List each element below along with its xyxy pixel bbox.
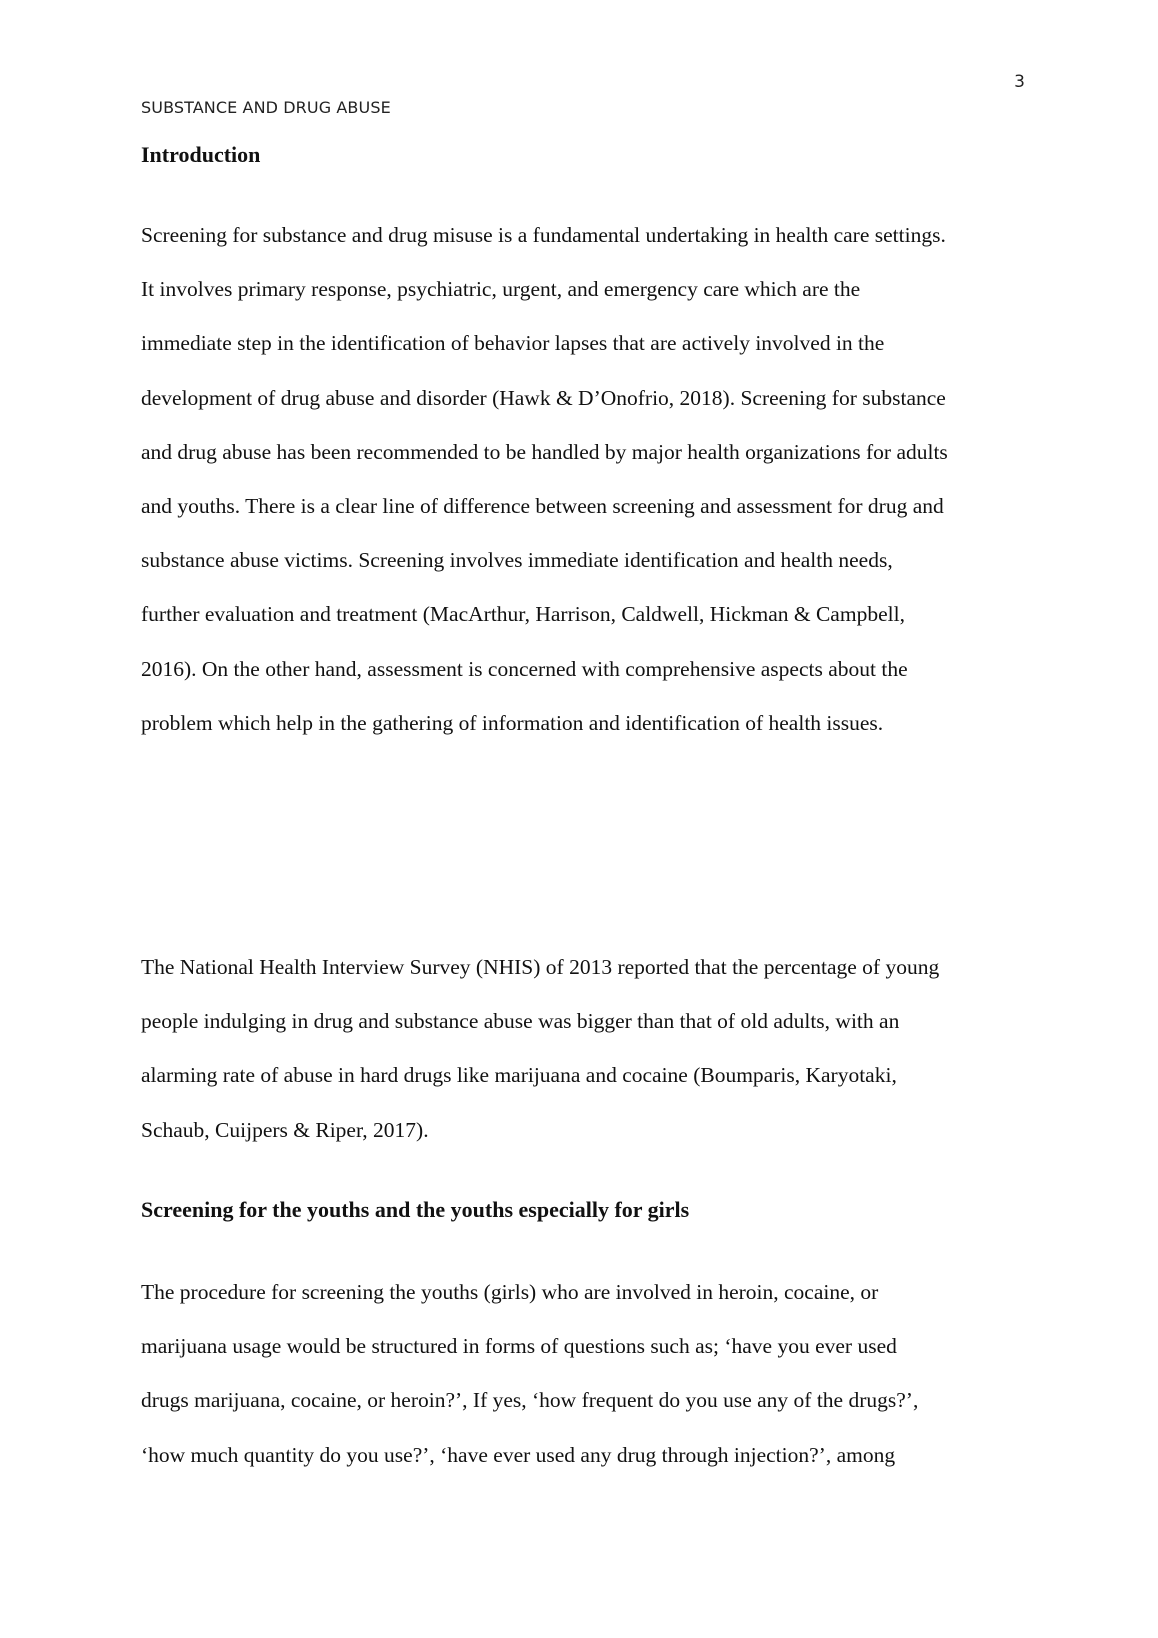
running-head: SUBSTANCE AND DRUG ABUSE: [141, 98, 391, 117]
paragraph-line: substance abuse victims. Screening involves immediate identification and health needs,: [141, 548, 893, 573]
paragraph-line: further evaluation and treatment (MacArthur, Harrison, Caldwell, Hickman & Campbell,: [141, 602, 905, 627]
screening-paragraph: [141, 1265, 1026, 1482]
paragraph-line: The procedure for screening the youths (girls) who are involved in heroin, cocaine, or: [141, 1280, 879, 1304]
paragraph-line: ‘how much quantity do you use?’, ‘have ever used any drug through injection?’, among: [141, 1442, 896, 1467]
paragraph-line: Schaub, Cuijpers & Riper, 2017).: [141, 1117, 429, 1142]
page-number: 3: [1014, 72, 1025, 92]
intro-paragraph: [141, 208, 1026, 750]
paragraph-line: 2016). On the other hand, assessment is concerned with comprehensive aspects about the: [141, 656, 908, 681]
paragraph-line: and youths. There is a clear line of difference between screening and assessment for drug and: [141, 494, 944, 519]
paragraph-line: It involves primary response, psychiatric, urgent, and emergency care which are the: [141, 277, 861, 302]
paragraph-line: drugs marijuana, cocaine, or heroin?’, If yes, ‘how frequent do you use any of the drugs?’,: [141, 1388, 919, 1413]
section-heading-screening-youths: Screening for the youths and the youths especially for girls: [141, 1197, 690, 1222]
paragraph-line: The National Health Interview Survey (NHIS) of 2013 reported that the percentage of young: [141, 955, 940, 979]
paragraph-line: development of drug abuse and disorder (Hawk & D’Onofrio, 2018). Screening for substance: [141, 385, 946, 410]
paragraph-line: problem which help in the gathering of information and identification of health issues.: [141, 710, 884, 735]
paragraph-line: people indulging in drug and substance abuse was bigger than that of old adults, with an: [141, 1009, 900, 1034]
paragraph-line: marijuana usage would be structured in forms of questions such as; ‘have you ever used: [141, 1334, 897, 1359]
nhis-paragraph: [141, 940, 1026, 1157]
paragraph-line: Screening for substance and drug misuse is a fundamental undertaking in health care settings.: [141, 223, 946, 247]
paragraph-line: and drug abuse has been recommended to be handled by major health organizations for adults: [141, 439, 948, 464]
section-heading-introduction: Introduction: [141, 142, 261, 167]
paragraph-line: immediate step in the identification of behavior lapses that are actively involved in the: [141, 331, 885, 356]
paragraph-line: alarming rate of abuse in hard drugs like marijuana and cocaine (Boumparis, Karyotaki,: [141, 1063, 897, 1088]
